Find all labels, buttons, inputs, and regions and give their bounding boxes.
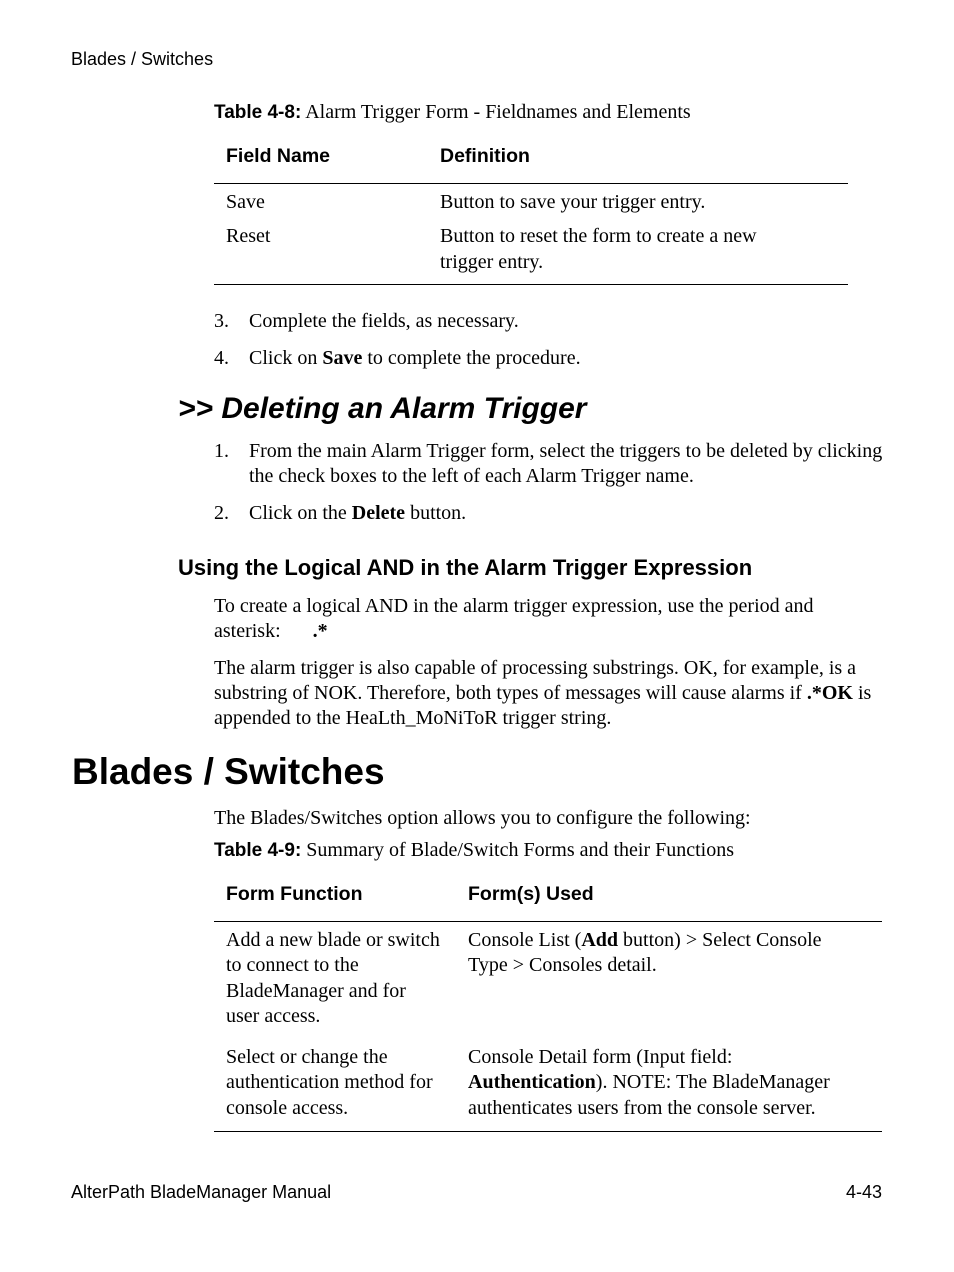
table-row <box>214 921 882 1045</box>
step-text: Complete the fields, as necessary. <box>249 310 519 332</box>
table-caption <box>214 839 734 862</box>
chapter-heading: Blades / Switches <box>72 751 385 792</box>
table-caption-label: Table 4-9: <box>214 840 302 861</box>
running-header: Blades / Switches <box>71 49 214 69</box>
paragraph: The Blades/Switches option allows you to configure the following: <box>214 807 751 829</box>
column-header: Field Name <box>226 145 331 167</box>
table-caption <box>214 101 691 124</box>
section-heading: >> Deleting an Alarm Trigger <box>178 392 587 425</box>
step-text: From the main Alarm Trigger form, select the triggers to be deleted by clicking the check boxes to the left of each Alarm Trigger name. <box>249 440 883 487</box>
table-cell: Console List (Add button) > Select Console Type > Consoles detail. <box>468 928 822 976</box>
table-cell: Add a new blade or switch to connect to the BladeManager and for user access. <box>226 928 440 1027</box>
step-number: 1. <box>214 440 229 462</box>
code-snippet: .*OK <box>806 682 853 704</box>
delete-keyword: Delete <box>351 502 406 524</box>
table-row <box>214 223 848 285</box>
table-cell: Button to reset the form to create a new trigger entry. <box>440 225 757 273</box>
table-header-row <box>214 129 848 183</box>
column-header: Definition <box>440 145 530 167</box>
step-number: 2. <box>214 502 229 524</box>
blade-forms-table <box>214 867 882 1132</box>
page-number: 4-43 <box>845 1182 882 1202</box>
add-keyword: Add <box>581 928 619 951</box>
paragraph: To create a logical AND in the alarm trigger expression, use the period and asterisk: .* <box>214 595 814 642</box>
table-caption-text: Summary of Blade/Switch Forms and their Functions <box>306 839 735 861</box>
paragraph: The alarm trigger is also capable of processing substrings. OK, for example, is a substring of NOK. Therefore, both types of messages will cause alarms if .*OK is appended to the HeaLth_MoNiToR trigger string. <box>214 657 872 729</box>
footer-manual-title: AlterPath BladeManager Manual <box>71 1182 332 1202</box>
table-row <box>214 183 848 223</box>
subsection-heading: Using the Logical AND in the Alarm Trigger Expression <box>178 555 753 580</box>
fieldnames-table <box>214 129 848 285</box>
step-text: Click on Save to complete the procedure. <box>249 347 581 369</box>
step-number: 3. <box>214 310 229 332</box>
table-header-row <box>214 867 882 921</box>
table-cell: Save <box>226 190 265 213</box>
step-text: Click on the Delete button. <box>249 502 467 524</box>
code-snippet: .* <box>312 620 328 642</box>
column-header: Form(s) Used <box>468 883 594 905</box>
table-caption-label: Table 4-8: <box>214 102 302 123</box>
save-keyword: Save <box>322 347 363 369</box>
step-number: 4. <box>214 347 229 369</box>
table-caption-text: Alarm Trigger Form - Fieldnames and Elements <box>305 101 691 123</box>
table-cell: Select or change the authentication method for console access. <box>226 1045 433 1119</box>
table-cell: Console Detail form (Input field: Authentication). NOTE: The BladeManager authenticates users from the console server. <box>468 1045 830 1119</box>
column-header: Form Function <box>226 883 363 905</box>
authentication-keyword: Authentication <box>468 1071 596 1093</box>
table-row <box>214 1045 882 1132</box>
table-cell: Reset <box>226 225 271 247</box>
table-cell: Button to save your trigger entry. <box>440 190 706 213</box>
